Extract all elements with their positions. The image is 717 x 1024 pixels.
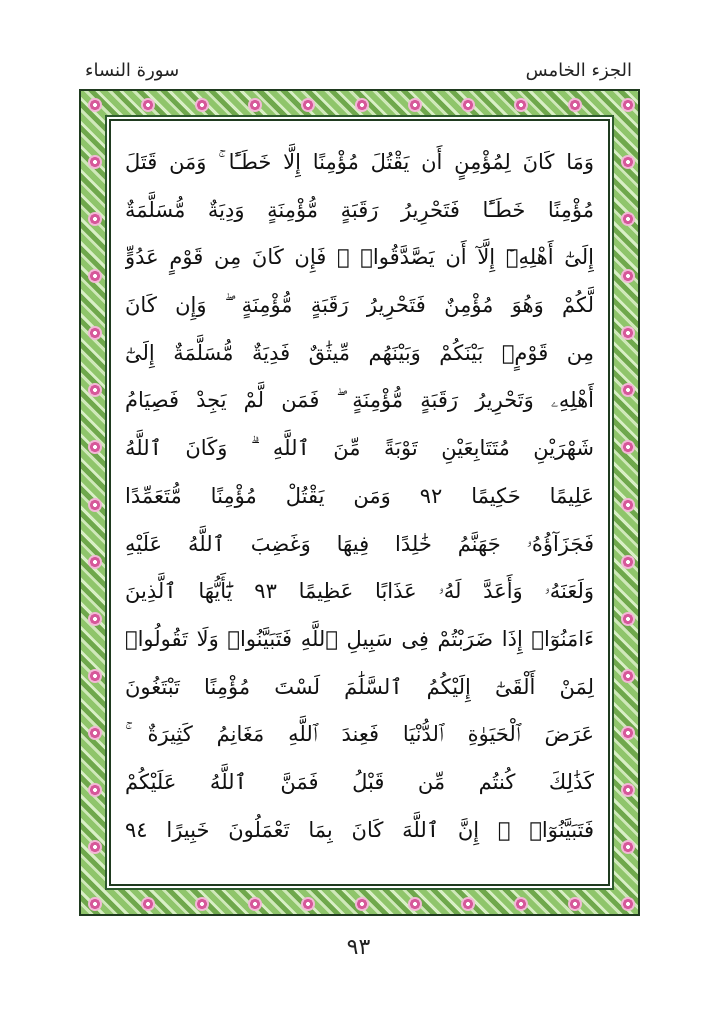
flower-ornament-icon — [301, 897, 315, 911]
verse-line-12: لِمَنْ أَلْقَىٰٓ إِلَيْكُمُ ٱلسَّلَٰمَ لَسْتَ مُؤْمِنًا تَبْتَغُونَ — [125, 674, 594, 699]
flower-ornament-icon — [621, 726, 635, 740]
flower-ornament-icon — [621, 383, 635, 397]
verse-line-1: وَمَا كَانَ لِمُؤْمِنٍ أَن يَقْتُلَ مُؤْمِنًا إِلَّا خَطَـًٔا ۚ وَمَن قَتَلَ — [125, 150, 594, 174]
juz-label: الجزء الخامس — [525, 60, 632, 81]
flower-ornament-icon — [88, 840, 102, 854]
flower-ornament-icon — [621, 98, 635, 112]
flower-ornament-icon — [355, 98, 369, 112]
flower-ornament-icon — [514, 98, 528, 112]
flower-ornament-icon — [88, 498, 102, 512]
flower-ornament-icon — [248, 897, 262, 911]
flower-ornament-icon — [301, 98, 315, 112]
surah-label: سورة النساء — [85, 60, 180, 81]
flower-ornament-icon — [88, 155, 102, 169]
verse-line-2: مُؤْمِنًا خَطَـًٔا فَتَحْرِيرُ رَقَبَةٍ مُّؤْمِنَةٍ وَدِيَةٌ مُّسَلَّمَةٌ — [125, 197, 594, 222]
page-number: ٩٣ — [346, 935, 371, 960]
flower-ornament-icon — [461, 98, 475, 112]
flower-ornament-icon — [88, 669, 102, 683]
flower-ornament-icon — [621, 440, 635, 454]
flower-ornament-icon — [568, 897, 582, 911]
flower-ornament-icon — [408, 897, 422, 911]
flower-ornament-icon — [621, 840, 635, 854]
flower-ornament-icon — [88, 212, 102, 226]
flower-ornament-icon — [88, 326, 102, 340]
ornamental-border — [79, 89, 640, 916]
flower-ornament-icon — [621, 897, 635, 911]
flower-ornament-icon — [88, 98, 102, 112]
flower-ornament-icon — [141, 98, 155, 112]
flower-ornament-icon — [621, 326, 635, 340]
flower-ornament-icon — [621, 669, 635, 683]
verse-line-13: عَرَضَ ٱلْحَيَوٰةِ ٱلدُّنْيَا فَعِندَ ٱللَّهِ مَغَانِمُ كَثِيرَةٌ ۚ — [125, 722, 594, 747]
verse-line-7: شَهْرَيْنِ مُتَتَابِعَيْنِ تَوْبَةً مِّنَ ٱللَّهِ ۗ وَكَانَ ٱللَّهُ — [125, 436, 594, 461]
flower-ornament-icon — [88, 726, 102, 740]
verse-line-15: فَتَبَيَّنُوٓا۟ ۚ إِنَّ ٱللَّهَ كَانَ بِمَا تَعْمَلُونَ خَبِيرًا ٩٤ — [125, 817, 594, 842]
flower-ornament-icon — [621, 269, 635, 283]
flower-ornament-icon — [621, 612, 635, 626]
text-panel — [109, 119, 610, 886]
flower-ornament-icon — [88, 440, 102, 454]
flower-ornament-icon — [195, 98, 209, 112]
verse-line-11: ءَامَنُوٓا۟ إِذَا ضَرَبْتُمْ فِى سَبِيلِ ٱللَّهِ فَتَبَيَّنُوا۟ وَلَا تَقُولُوا۟ — [125, 626, 594, 651]
flower-ornament-icon — [408, 98, 422, 112]
flower-ornament-icon — [621, 783, 635, 797]
verse-line-6: أَهْلِهِۦ وَتَحْرِيرُ رَقَبَةٍ مُّؤْمِنَةٍ ۖ فَمَن لَّمْ يَجِدْ فَصِيَامُ — [125, 388, 594, 413]
flower-ornament-icon — [568, 98, 582, 112]
verse-line-4: لَّكُمْ وَهُوَ مُؤْمِنٌ فَتَحْرِيرُ رَقَبَةٍ مُّؤْمِنَةٍ ۖ وَإِن كَانَ — [125, 293, 594, 318]
flower-ornament-icon — [88, 612, 102, 626]
flower-ornament-icon — [88, 897, 102, 911]
flower-ornament-icon — [621, 555, 635, 569]
flower-ornament-icon — [88, 555, 102, 569]
flower-ornament-icon — [355, 897, 369, 911]
flower-ornament-icon — [248, 98, 262, 112]
flower-ornament-icon — [621, 498, 635, 512]
flower-ornament-icon — [621, 155, 635, 169]
verse-line-3: إِلَىٰٓ أَهْلِهِۦٓ إِلَّآ أَن يَصَّدَّقُوا۟ ۚ فَإِن كَانَ مِن قَوْمٍ عَدُوٍّ — [125, 245, 594, 270]
flower-ornament-icon — [514, 897, 528, 911]
flower-ornament-icon — [88, 783, 102, 797]
verse-lines — [125, 139, 594, 870]
flower-ornament-icon — [88, 383, 102, 397]
verse-line-5: مِن قَوْمٍۭ بَيْنَكُمْ وَبَيْنَهُم مِّيثَٰقٌ فَدِيَةٌ مُّسَلَّمَةٌ إِلَىٰٓ — [125, 340, 594, 365]
verse-line-10: وَلَعَنَهُۥ وَأَعَدَّ لَهُۥ عَذَابًا عَظِيمًا ٩٣ يَٰٓأَيُّهَا ٱلَّذِينَ — [125, 579, 594, 604]
flower-ornament-icon — [195, 897, 209, 911]
flower-ornament-icon — [88, 269, 102, 283]
verse-line-8: عَلِيمًا حَكِيمًا ٩٢ وَمَن يَقْتُلْ مُؤْمِنًا مُّتَعَمِّدًا — [125, 483, 594, 508]
flower-ornament-icon — [621, 212, 635, 226]
flower-ornament-icon — [141, 897, 155, 911]
flower-ornament-icon — [461, 897, 475, 911]
verse-line-9: فَجَزَآؤُهُۥ جَهَنَّمُ خَٰلِدًا فِيهَا وَغَضِبَ ٱللَّهُ عَلَيْهِ — [125, 531, 594, 556]
verse-line-14: كَذَٰلِكَ كُنتُم مِّن قَبْلُ فَمَنَّ ٱللَّهُ عَلَيْكُمْ — [125, 769, 594, 794]
